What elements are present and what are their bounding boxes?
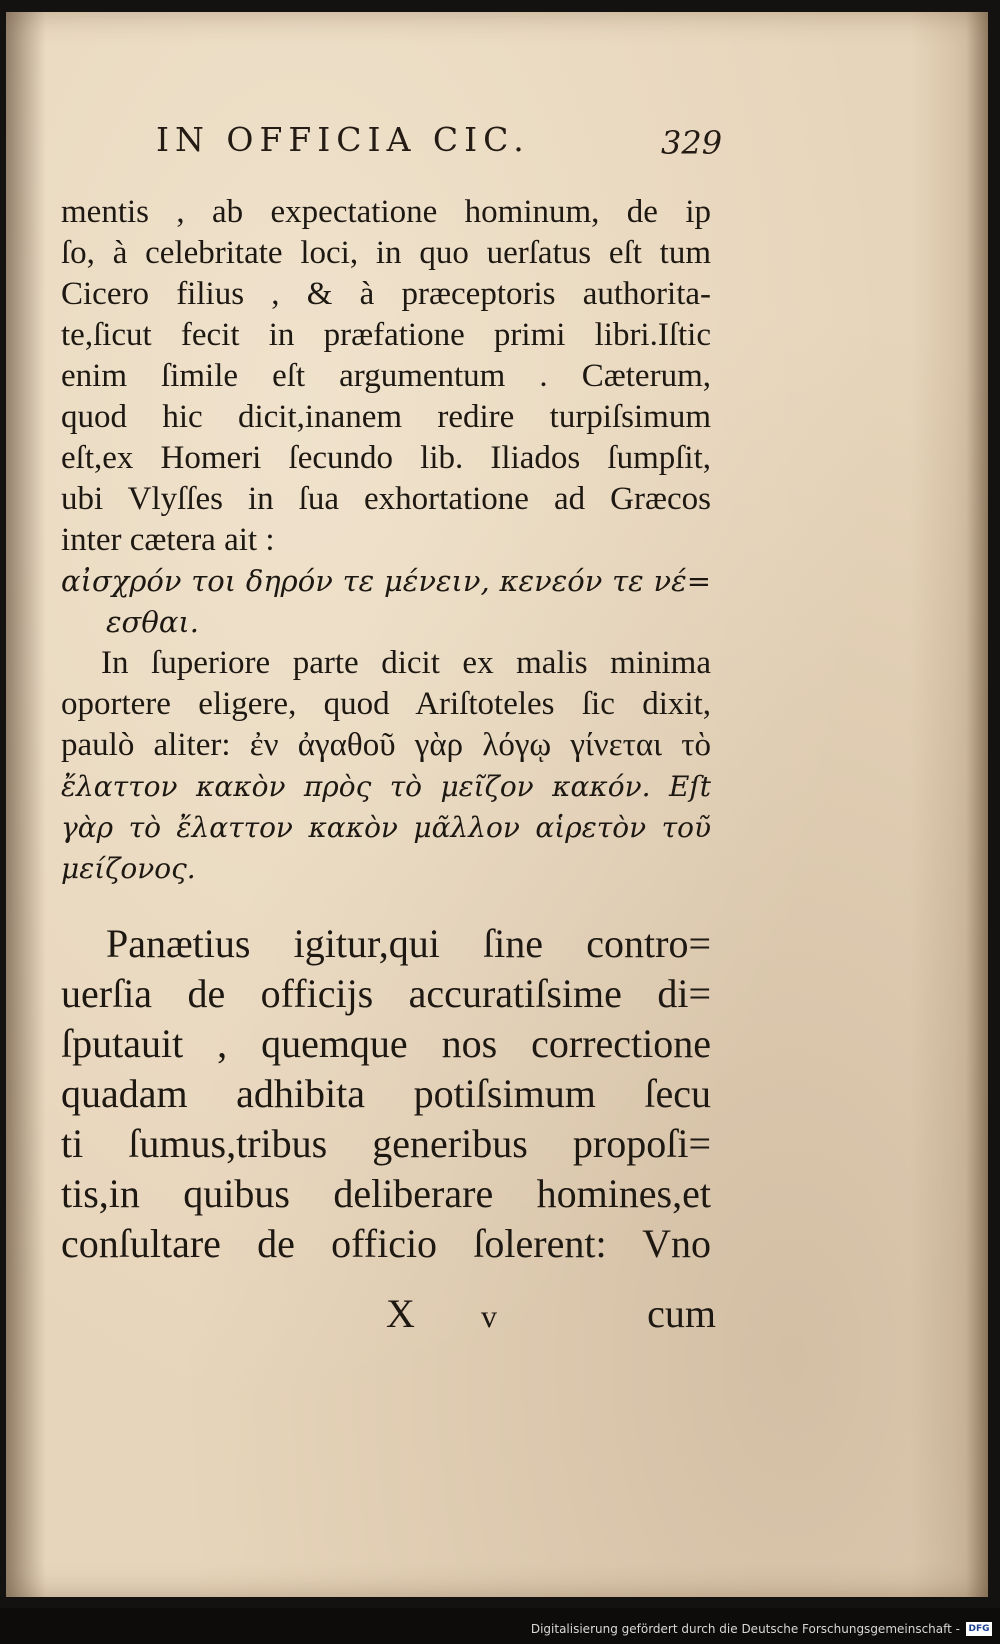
text-line: Panætius igitur,qui ſine contro=	[106, 921, 711, 966]
binding-shadow	[6, 12, 46, 1597]
footer-credit: Digitalisierung gefördert durch die Deutsche Forschungsgemeinschaft -	[530, 1622, 960, 1636]
paragraph-1	[61, 192, 711, 561]
footer-bar	[0, 1608, 1000, 1644]
book-page	[6, 12, 988, 1597]
text-line: Cicero filius , & à præceptoris authorita-	[61, 276, 711, 312]
running-head: IN OFFICIA CIC.	[156, 120, 530, 159]
greek-line: εσθαι.	[106, 605, 199, 639]
paragraph-3	[61, 919, 711, 1269]
page-edge	[966, 12, 988, 1597]
greek-line: αἰσχρόν τοι δηρόν τε μένειν, κενεόν τε νέ=	[61, 564, 711, 598]
text-line: enim ſimile eſt argumentum . Cæterum,	[61, 358, 711, 394]
paragraph-2	[61, 643, 711, 889]
text-line: uerſia de officijs accuratiſsime di=	[61, 971, 711, 1016]
text-line: ubi Vlyſſes in ſua exhortatione ad Græcos	[61, 481, 711, 517]
text-line: ſo, à celebritate loci, in quo uerſatus eſt tum	[61, 235, 711, 271]
text-line: paulò aliter: ἐν ἀγαθοῦ γὰρ λόγῳ γίνεται τὸ	[61, 727, 711, 763]
text-line: inter cætera ait :	[61, 522, 275, 558]
text-line: mentis , ab expectatione hominum, de ip	[61, 194, 711, 230]
text-line: te,ſicut fecit in præfatione primi libri.Iſtic	[61, 317, 711, 353]
page-number: 329	[661, 124, 723, 162]
greek-quote	[61, 561, 711, 643]
text-line: In ſuperiore parte dicit ex malis minima	[101, 645, 711, 681]
text-line: tis,in quibus deliberare homines,et	[61, 1171, 711, 1216]
main-text	[61, 192, 711, 1269]
text-line: eſt,ex Homeri ſecundo lib. Iliados ſumpſit,	[61, 440, 711, 476]
text-line: conſultare de officio ſolerent: Vno	[61, 1221, 711, 1266]
dfg-logo: DFG	[966, 1622, 992, 1636]
signature-number: v	[481, 1298, 497, 1334]
text-line: μείζονος.	[61, 852, 196, 885]
text-line: quod hic dicit,inanem redire turpiſsimum	[61, 399, 711, 435]
text-line: quadam adhibita potiſsimum ſecu	[61, 1071, 711, 1116]
text-line: ἔλαττον κακὸν πρὸς τὸ μεῖζον κακόν. Eſt	[61, 770, 711, 803]
text-line: γὰρ τὸ ἔλαττον κακὸν μᾶλλον αἱρετὸν τοῦ	[61, 811, 711, 844]
text-line: ſputauit , quemque nos correctione	[61, 1021, 711, 1066]
catchword: cum	[647, 1291, 716, 1336]
text-line: ti ſumus,tribus generibus propoſi=	[61, 1121, 711, 1166]
text-line: oportere eligere, quod Ariſtoteles ſic dixit,	[61, 686, 711, 722]
signature-mark: X	[386, 1291, 415, 1336]
